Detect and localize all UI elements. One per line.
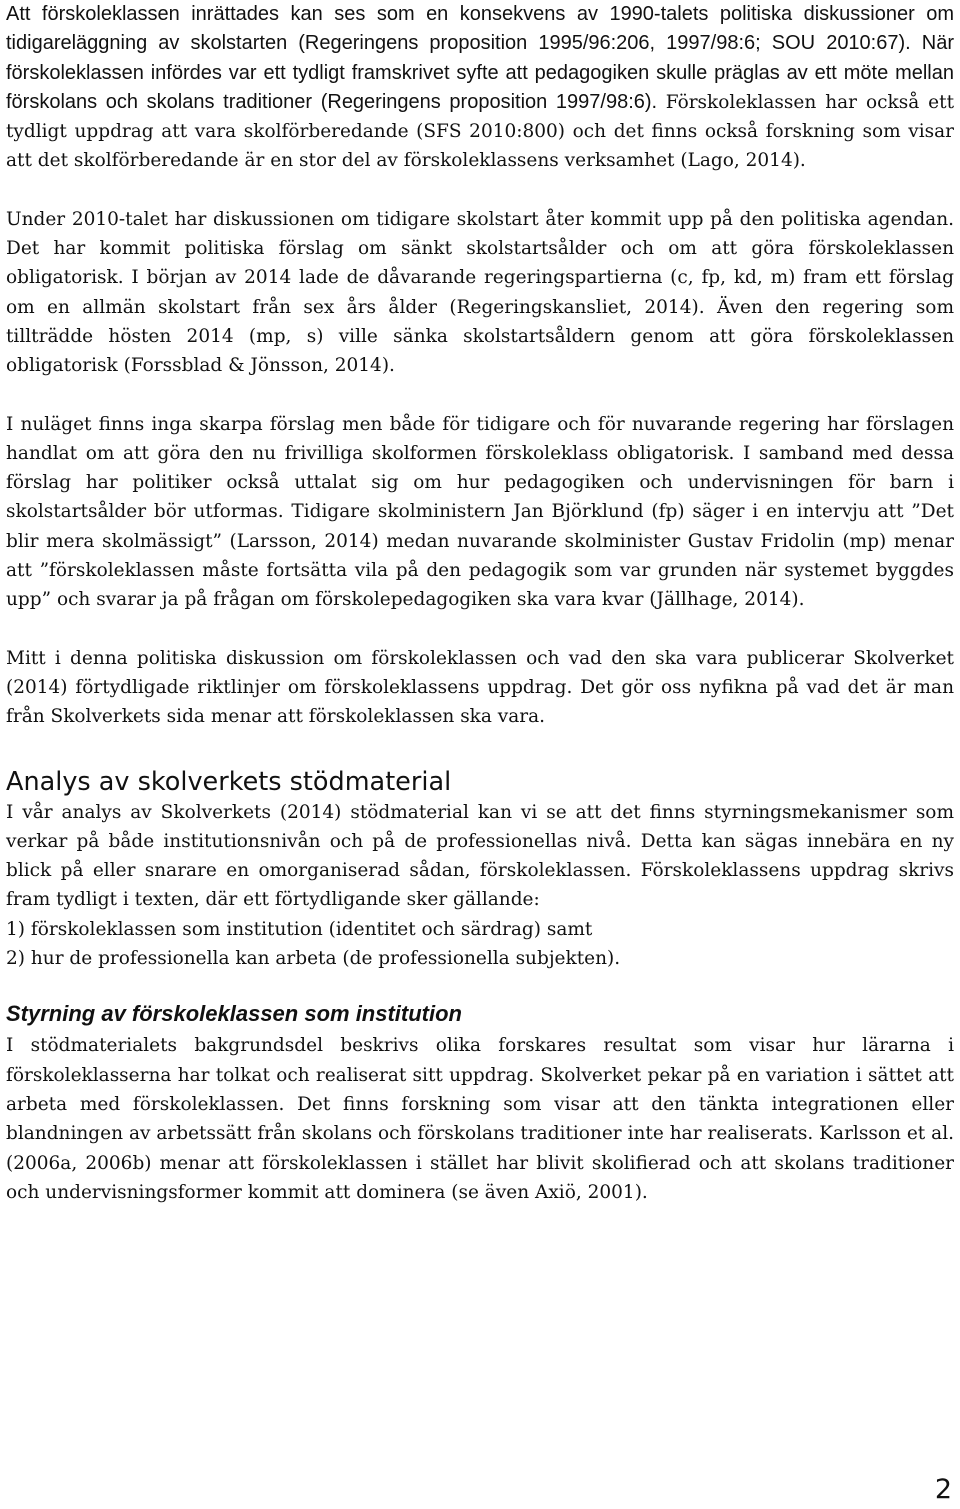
subsection-heading-institution: Styrning av förskoleklassen som institution [6, 1001, 462, 1027]
list-item-professionals: 2) hur de professionella kan arbeta (de professionella subjekten). [6, 948, 621, 970]
list-item-institution: 1) förskoleklassen som institution (identitet och särdrag) samt [6, 918, 593, 940]
section-heading-analysis: Analys av skolverkets stödmaterial [6, 766, 452, 797]
paragraph-background: I stödmaterialets bakgrundsdel beskrivs olika forskares resultat som visar hur lärarna i förskoleklasserna har tolkat och realiserat sitt uppdrag. Skolverket pekar på en variation i sättet att arbeta med förskoleklassen. Det finns forskning som visar att den tänkta integrationen eller blandningen av arbetssätt från skolans och förskolans traditioner inte har realiserats. Karlsson et al. (2006a, 2006b) menar att förskoleklassen i stället har blivit skolifierad och att skolans traditioner och undervisningsformer kommit att dominera (se även Axiö, 2001). [6, 1035, 954, 1203]
document-page [6, 0, 954, 1207]
paragraph-analysis: I vår analys av Skolverkets (2014) stödmaterial kan vi se att det finns styrningsmekanismer som verkar på både institutionsnivån och på de professionellas nivå. Detta kan sägas innebära en ny blick på eller snarare en omorganiserad sådan, förskoleklassen. Förskoleklassens uppdrag skrivs fram tydligt i texten, där ett förtydligande sker gällande: [6, 801, 954, 911]
paragraph-intro-rest: Förskoleklassen har också ett tydligt uppdrag att vara skolförberedande (SFS 2010:800) och det finns också forskning som visar att det skolförberedande är en stor del av förskoleklassens verksamhet (Lago, 2014). [6, 91, 955, 172]
paragraph-current-proposals: I nuläget finns inga skarpa förslag men både för tidigare och för nuvarande regering har förslagen handlat om att göra den nu frivilliga skolformen förskoleklass obligatorisk. I samband med dessa förslag har politiker också uttalat sig om hur pedagogiken och undervisningen för barn i skolstartsålder bör utformas. Tidigare skolministern Jan Björklund (fp) säger i en intervju att ”Det blir mera skolmässigt” (Larsson, 2014) medan nuvarande skolminister Gustav Fridolin (mp) menar att ”förskoleklassen måste fortsätta vila på den pedagogik som var grunden när systemet byggdes upp” och svarar ja på frågan om förskolepedagogiken ska vara kvar (Jällhage, 2014). [6, 413, 954, 611]
paragraph-intro-lead: Att förskoleklassen inrättades kan ses som en konsekvens av 1990-talets politiska diskussioner om tidigareläggning av skolstarten (Regeringens proposition 1995/96:206, 1997/98:6; SOU 2010:67). När förskoleklassen infördes var ett tydligt framskrivet syfte att pedagogiken skulle präglas av ett möte mellan förskolans och skolans traditioner (Regeringens proposition 1997/98:6). [6, 3, 954, 113]
page-number: 2 [934, 1474, 952, 1505]
paragraph-skolverket: Mitt i denna politiska diskussion om förskoleklassen och vad den ska vara publicerar Skolverket (2014) förtydligade riktlinjer om förskoleklassens uppdrag. Det gör oss nyfikna på vad det är man från Skolverkets sida menar att förskoleklassen ska vara. [6, 647, 954, 728]
paragraph-2010s: Under 2010-talet har diskussionen om tidigare skolstart åter kommit upp på den politiska agendan. Det har kommit politiska förslag om sänkt skolstartsålder och om att göra förskoleklassen obligatorisk. I början av 2014 lade de dåvarande regeringspartierna (c, fp, kd, m) fram ett förslag om en allmän skolstart från sex års ålder (Regeringskansliet, 2014). Även den regering som tillträdde hösten 2014 (mp, s) ville sänka skolstartsåldern genom att göra förskoleklassen obligatorisk (Forssblad & Jönsson, 2014). [6, 208, 954, 377]
paragraph-intro [6, 0, 954, 176]
